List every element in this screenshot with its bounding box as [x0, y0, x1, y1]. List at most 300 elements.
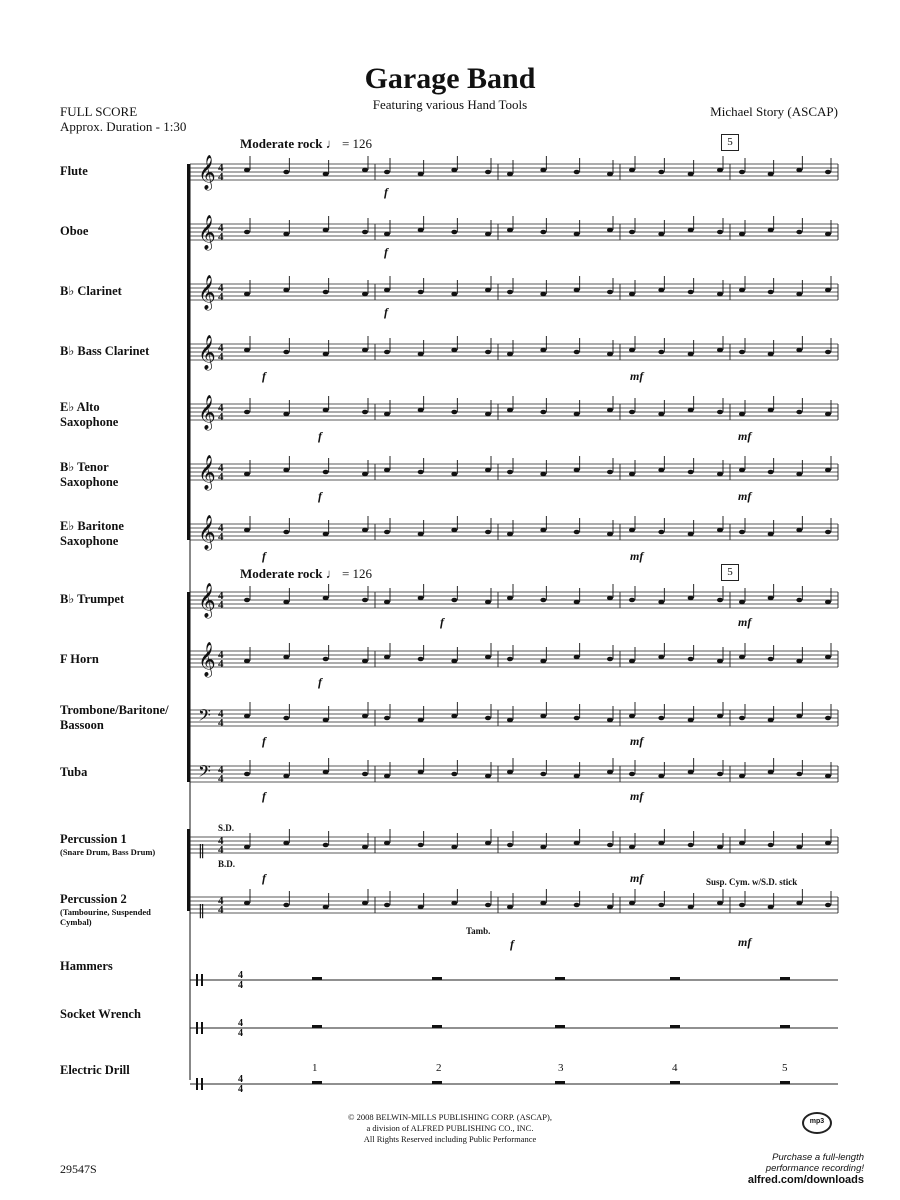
- note-head: [283, 655, 289, 660]
- note-head: [688, 172, 694, 177]
- instrument-oboe: Oboe: [60, 224, 89, 238]
- time-signature: 4: [218, 351, 224, 363]
- note-head: [451, 230, 457, 235]
- note-head: [384, 841, 390, 846]
- note-head: [384, 600, 390, 605]
- note-head: [485, 655, 491, 660]
- instrument-trombone: Trombone/Baritone/ Bassoon: [60, 703, 169, 732]
- note-head: [768, 596, 774, 601]
- dynamic-marking: f: [318, 429, 322, 443]
- dynamic-marking: mf: [738, 489, 752, 503]
- note-head: [629, 598, 635, 603]
- note-head: [607, 228, 613, 233]
- note-head: [688, 770, 694, 775]
- note-head: [739, 903, 745, 908]
- note-head: [658, 530, 664, 535]
- note-head: [507, 657, 513, 662]
- note-head: [739, 412, 745, 417]
- note-head: [244, 598, 250, 603]
- time-signature: 4: [218, 708, 224, 720]
- note-head: [244, 528, 250, 533]
- note-head: [688, 532, 694, 537]
- time-signature: 4: [218, 162, 224, 174]
- percussion-2-name: Percussion 2: [60, 892, 127, 906]
- note-head: [507, 352, 513, 357]
- note-head: [283, 468, 289, 473]
- note-head: [629, 168, 635, 173]
- note-head: [574, 716, 580, 721]
- treble-clef-icon: 𝄞: [198, 515, 216, 550]
- note-head: [485, 841, 491, 846]
- note-head: [540, 348, 546, 353]
- note-head: [825, 232, 831, 237]
- composer: Michael Story (ASCAP): [710, 104, 838, 119]
- time-signature: 4: [218, 844, 224, 856]
- note-head: [658, 232, 664, 237]
- note-head: [825, 716, 831, 721]
- note-head: [323, 596, 329, 601]
- note-head: [485, 774, 491, 779]
- time-signature: 4: [218, 522, 224, 534]
- note-head: [323, 905, 329, 910]
- instrument-trumpet: B♭ Trumpet: [60, 592, 125, 606]
- note-head: [540, 772, 546, 777]
- note-head: [796, 410, 802, 415]
- tempo-bpm: = 126: [341, 566, 373, 581]
- note-head: [607, 657, 613, 662]
- subtitle: Featuring various Hand Tools: [372, 97, 528, 112]
- duration: Approx. Duration - 1:30: [60, 119, 187, 134]
- note-head: [418, 290, 424, 295]
- note-head: [717, 410, 723, 415]
- rehearsal-mark-brass: 5: [721, 564, 739, 581]
- mp3-icon: mp3: [802, 1112, 832, 1134]
- note-head: [418, 532, 424, 537]
- dynamic-marking: f: [384, 245, 388, 259]
- dynamic-marking: mf: [738, 429, 752, 443]
- note-head: [418, 470, 424, 475]
- note-head: [485, 350, 491, 355]
- note-head: [658, 350, 664, 355]
- note-head: [451, 772, 457, 777]
- note-head: [768, 470, 774, 475]
- time-signature: 4: [238, 980, 243, 991]
- dynamic-marking: mf: [630, 369, 644, 383]
- note-head: [739, 530, 745, 535]
- treble-clef-icon: 𝄞: [198, 583, 216, 618]
- percussion-clef-icon: [201, 974, 203, 986]
- time-signature: 4: [218, 291, 224, 303]
- note-head: [688, 352, 694, 357]
- note-head: [283, 170, 289, 175]
- note-head: [574, 655, 580, 660]
- note-head: [717, 230, 723, 235]
- note-head: [796, 901, 802, 906]
- note-head: [739, 170, 745, 175]
- note-head: [507, 905, 513, 910]
- whole-rest: [432, 1025, 442, 1028]
- note-head: [485, 903, 491, 908]
- note-head: [451, 901, 457, 906]
- time-signature: 4: [218, 773, 224, 785]
- note-head: [418, 228, 424, 233]
- note-head: [688, 843, 694, 848]
- note-head: [574, 288, 580, 293]
- note-head: [574, 774, 580, 779]
- time-signature: 4: [218, 904, 224, 916]
- note-head: [796, 348, 802, 353]
- note-head: [451, 168, 457, 173]
- time-signature: 4: [218, 590, 224, 602]
- note-head: [540, 292, 546, 297]
- note-head: [688, 290, 694, 295]
- time-signature: 4: [218, 282, 224, 294]
- note-head: [607, 352, 613, 357]
- note-head: [244, 168, 250, 173]
- note-head: [825, 841, 831, 846]
- note-head: [384, 468, 390, 473]
- note-head: [323, 408, 329, 413]
- note-head: [384, 716, 390, 721]
- time-signature: 4: [218, 222, 224, 234]
- note-head: [739, 841, 745, 846]
- note-head: [507, 843, 513, 848]
- whole-rest: [670, 977, 680, 980]
- copyright-line: a division of ALFRED PUBLISHING CO., INC.: [366, 1123, 534, 1133]
- note-head: [739, 468, 745, 473]
- note-head: [384, 412, 390, 417]
- note-head: [796, 714, 802, 719]
- note-head: [607, 532, 613, 537]
- instrument-baritone-sax: E♭ Baritone Saxophone: [60, 519, 124, 548]
- dynamic-marking: f: [318, 675, 322, 689]
- note-head: [796, 845, 802, 850]
- tempo-bpm: = 126: [341, 136, 373, 151]
- measure-number: 1: [312, 1062, 318, 1074]
- purchase-text: Purchase a full-length: [772, 1152, 864, 1163]
- note-head: [418, 172, 424, 177]
- note-head: [418, 657, 424, 662]
- note-head: [244, 845, 250, 850]
- note-head: [384, 655, 390, 660]
- time-signature: 4: [218, 717, 224, 729]
- time-signature: 4: [218, 895, 224, 907]
- note-head: [485, 530, 491, 535]
- time-signature: 4: [238, 970, 243, 981]
- note-head: [717, 472, 723, 477]
- measure-number: 4: [672, 1062, 678, 1074]
- dynamic-marking: f: [262, 734, 266, 748]
- note-head: [574, 170, 580, 175]
- time-signature: 4: [218, 342, 224, 354]
- whole-rest: [670, 1025, 680, 1028]
- note-head: [739, 655, 745, 660]
- note-head: [283, 350, 289, 355]
- note-head: [574, 232, 580, 237]
- note-head: [384, 232, 390, 237]
- purchase-recording: [748, 1130, 864, 1186]
- note-head: [825, 468, 831, 473]
- whole-rest: [780, 1025, 790, 1028]
- note-head: [540, 714, 546, 719]
- tambourine-label: Tamb.: [466, 926, 491, 936]
- note-head: [244, 472, 250, 477]
- note-head: [418, 352, 424, 357]
- whole-rest: [670, 1081, 680, 1084]
- note-head: [658, 288, 664, 293]
- note-head: [607, 172, 613, 177]
- time-signature: 4: [218, 658, 224, 670]
- note-head: [796, 598, 802, 603]
- instrument-horn: F Horn: [60, 652, 99, 666]
- note-head: [768, 770, 774, 775]
- note-head: [283, 530, 289, 535]
- percussion-clef-icon: [196, 1022, 198, 1034]
- note-head: [629, 348, 635, 353]
- note-head: [658, 412, 664, 417]
- whole-rest: [555, 1025, 565, 1028]
- note-head: [629, 230, 635, 235]
- instrument-hammers: Hammers: [60, 959, 113, 973]
- note-head: [384, 903, 390, 908]
- whole-rest: [312, 977, 322, 980]
- dynamic-marking: f: [262, 549, 266, 563]
- note-head: [283, 716, 289, 721]
- note-head: [717, 292, 723, 297]
- note-head: [688, 718, 694, 723]
- percussion-clef-icon: ‖: [198, 903, 205, 919]
- note-head: [796, 659, 802, 664]
- whole-rest: [432, 977, 442, 980]
- note-head: [323, 228, 329, 233]
- note-head: [244, 714, 250, 719]
- note-head: [739, 716, 745, 721]
- whole-rest: [780, 1081, 790, 1084]
- note-head: [384, 288, 390, 293]
- time-signature: 4: [238, 1018, 243, 1029]
- note-head: [283, 232, 289, 237]
- bass-clef-icon: 𝄢: [198, 761, 211, 785]
- percussion-1-sub: (Snare Drum, Bass Drum): [60, 847, 156, 857]
- note-head: [244, 410, 250, 415]
- dynamic-marking: mf: [738, 935, 752, 949]
- percussion-clef-icon: [196, 974, 198, 986]
- note-head: [658, 716, 664, 721]
- note-head: [244, 659, 250, 664]
- instrument-bass-clarinet: B♭ Bass Clarinet: [60, 344, 150, 358]
- note-head: [739, 774, 745, 779]
- note-head: [362, 472, 368, 477]
- note-head: [574, 350, 580, 355]
- percussion-clef-icon: [201, 1078, 203, 1090]
- dynamic-marking: f: [384, 185, 388, 199]
- note-head: [323, 770, 329, 775]
- note-head: [825, 350, 831, 355]
- note-head: [418, 408, 424, 413]
- note-head: [768, 172, 774, 177]
- note-head: [451, 348, 457, 353]
- time-signature: 4: [218, 231, 224, 243]
- note-head: [629, 901, 635, 906]
- note-head: [629, 772, 635, 777]
- treble-clef-icon: 𝄞: [198, 642, 216, 677]
- note-head: [451, 845, 457, 850]
- note-head: [768, 228, 774, 233]
- note-head: [768, 905, 774, 910]
- note-head: [658, 468, 664, 473]
- note-head: [739, 350, 745, 355]
- note-head: [688, 657, 694, 662]
- note-head: [825, 412, 831, 417]
- note-head: [607, 905, 613, 910]
- note-head: [658, 841, 664, 846]
- note-head: [485, 288, 491, 293]
- time-signature: 4: [218, 835, 224, 847]
- copyright-line: © 2008 BELWIN-MILLS PUBLISHING CORP. (ASCAP),: [348, 1112, 552, 1122]
- note-head: [607, 596, 613, 601]
- note-head: [658, 600, 664, 605]
- note-head: [825, 600, 831, 605]
- note-head: [485, 412, 491, 417]
- note-head: [825, 655, 831, 660]
- note-head: [323, 172, 329, 177]
- copyright-line: All Rights Reserved including Public Performance: [363, 1134, 537, 1144]
- note-head: [825, 288, 831, 293]
- note-head: [717, 528, 723, 533]
- tempo-text: Moderate rock: [240, 566, 323, 581]
- time-signature: 4: [218, 599, 224, 611]
- note-head: [540, 901, 546, 906]
- note-head: [629, 528, 635, 533]
- instrument-clarinet: B♭ Clarinet: [60, 284, 122, 298]
- note-head: [507, 228, 513, 233]
- rehearsal-mark: 5: [721, 134, 739, 151]
- note-head: [362, 901, 368, 906]
- note-head: [629, 472, 635, 477]
- note-head: [507, 290, 513, 295]
- quarter-note-icon: ♩: [325, 566, 339, 581]
- instrument-tuba: Tuba: [60, 765, 88, 779]
- note-head: [607, 770, 613, 775]
- note-head: [796, 472, 802, 477]
- note-head: [768, 843, 774, 848]
- time-signature: 4: [238, 1074, 243, 1085]
- bass-drum-label: B.D.: [218, 859, 236, 869]
- note-head: [244, 901, 250, 906]
- note-head: [540, 528, 546, 533]
- time-signature: 4: [218, 402, 224, 414]
- note-head: [658, 903, 664, 908]
- note-head: [574, 468, 580, 473]
- score-type: FULL SCORE: [60, 104, 138, 119]
- percussion-clef-icon: ‖: [198, 843, 205, 859]
- note-head: [717, 772, 723, 777]
- note-head: [451, 472, 457, 477]
- note-head: [688, 905, 694, 910]
- note-head: [362, 528, 368, 533]
- note-head: [283, 412, 289, 417]
- whole-rest: [312, 1081, 322, 1084]
- percussion-1-name: Percussion 1: [60, 832, 127, 846]
- note-head: [540, 410, 546, 415]
- note-head: [362, 348, 368, 353]
- note-head: [507, 596, 513, 601]
- instrument-socket-wrench: Socket Wrench: [60, 1007, 141, 1021]
- treble-clef-icon: 𝄞: [198, 215, 216, 250]
- note-head: [825, 530, 831, 535]
- note-head: [768, 290, 774, 295]
- note-head: [362, 292, 368, 297]
- note-head: [283, 841, 289, 846]
- time-signature: 4: [218, 471, 224, 483]
- note-head: [362, 845, 368, 850]
- note-head: [507, 532, 513, 537]
- note-head: [418, 596, 424, 601]
- note-head: [451, 292, 457, 297]
- note-head: [658, 774, 664, 779]
- note-head: [507, 470, 513, 475]
- instrument-electric-drill: Electric Drill: [60, 1063, 130, 1077]
- note-head: [574, 530, 580, 535]
- note-head: [323, 352, 329, 357]
- treble-clef-icon: 𝄞: [198, 335, 216, 370]
- treble-clef-icon: 𝄞: [198, 455, 216, 490]
- note-head: [540, 472, 546, 477]
- dynamic-marking: mf: [630, 734, 644, 748]
- note-head: [688, 470, 694, 475]
- note-head: [607, 718, 613, 723]
- note-head: [574, 903, 580, 908]
- note-head: [717, 714, 723, 719]
- note-head: [717, 659, 723, 664]
- note-head: [418, 718, 424, 723]
- treble-clef-icon: 𝄞: [198, 395, 216, 430]
- tempo-text: Moderate rock: [240, 136, 323, 151]
- percussion-clef-icon: [201, 1022, 203, 1034]
- note-head: [418, 905, 424, 910]
- note-head: [485, 170, 491, 175]
- note-head: [688, 228, 694, 233]
- note-head: [283, 774, 289, 779]
- time-signature: 4: [218, 462, 224, 474]
- note-head: [825, 774, 831, 779]
- note-head: [629, 410, 635, 415]
- note-head: [768, 408, 774, 413]
- note-head: [540, 230, 546, 235]
- note-head: [688, 596, 694, 601]
- page-title: Garage Band: [364, 62, 536, 95]
- note-head: [540, 168, 546, 173]
- note-head: [485, 716, 491, 721]
- note-head: [323, 718, 329, 723]
- time-signature: 4: [218, 531, 224, 543]
- whole-rest: [555, 1081, 565, 1084]
- note-head: [768, 352, 774, 357]
- dynamic-marking: f: [440, 615, 444, 629]
- note-head: [796, 528, 802, 533]
- dynamic-marking: f: [318, 489, 322, 503]
- note-head: [796, 292, 802, 297]
- note-head: [507, 172, 513, 177]
- note-head: [717, 348, 723, 353]
- note-head: [768, 718, 774, 723]
- download-link[interactable]: alfred.com/downloads: [747, 1174, 864, 1186]
- whole-rest: [312, 1025, 322, 1028]
- whole-rest: [780, 977, 790, 980]
- note-head: [825, 903, 831, 908]
- treble-clef-icon: 𝄞: [198, 275, 216, 310]
- note-head: [717, 845, 723, 850]
